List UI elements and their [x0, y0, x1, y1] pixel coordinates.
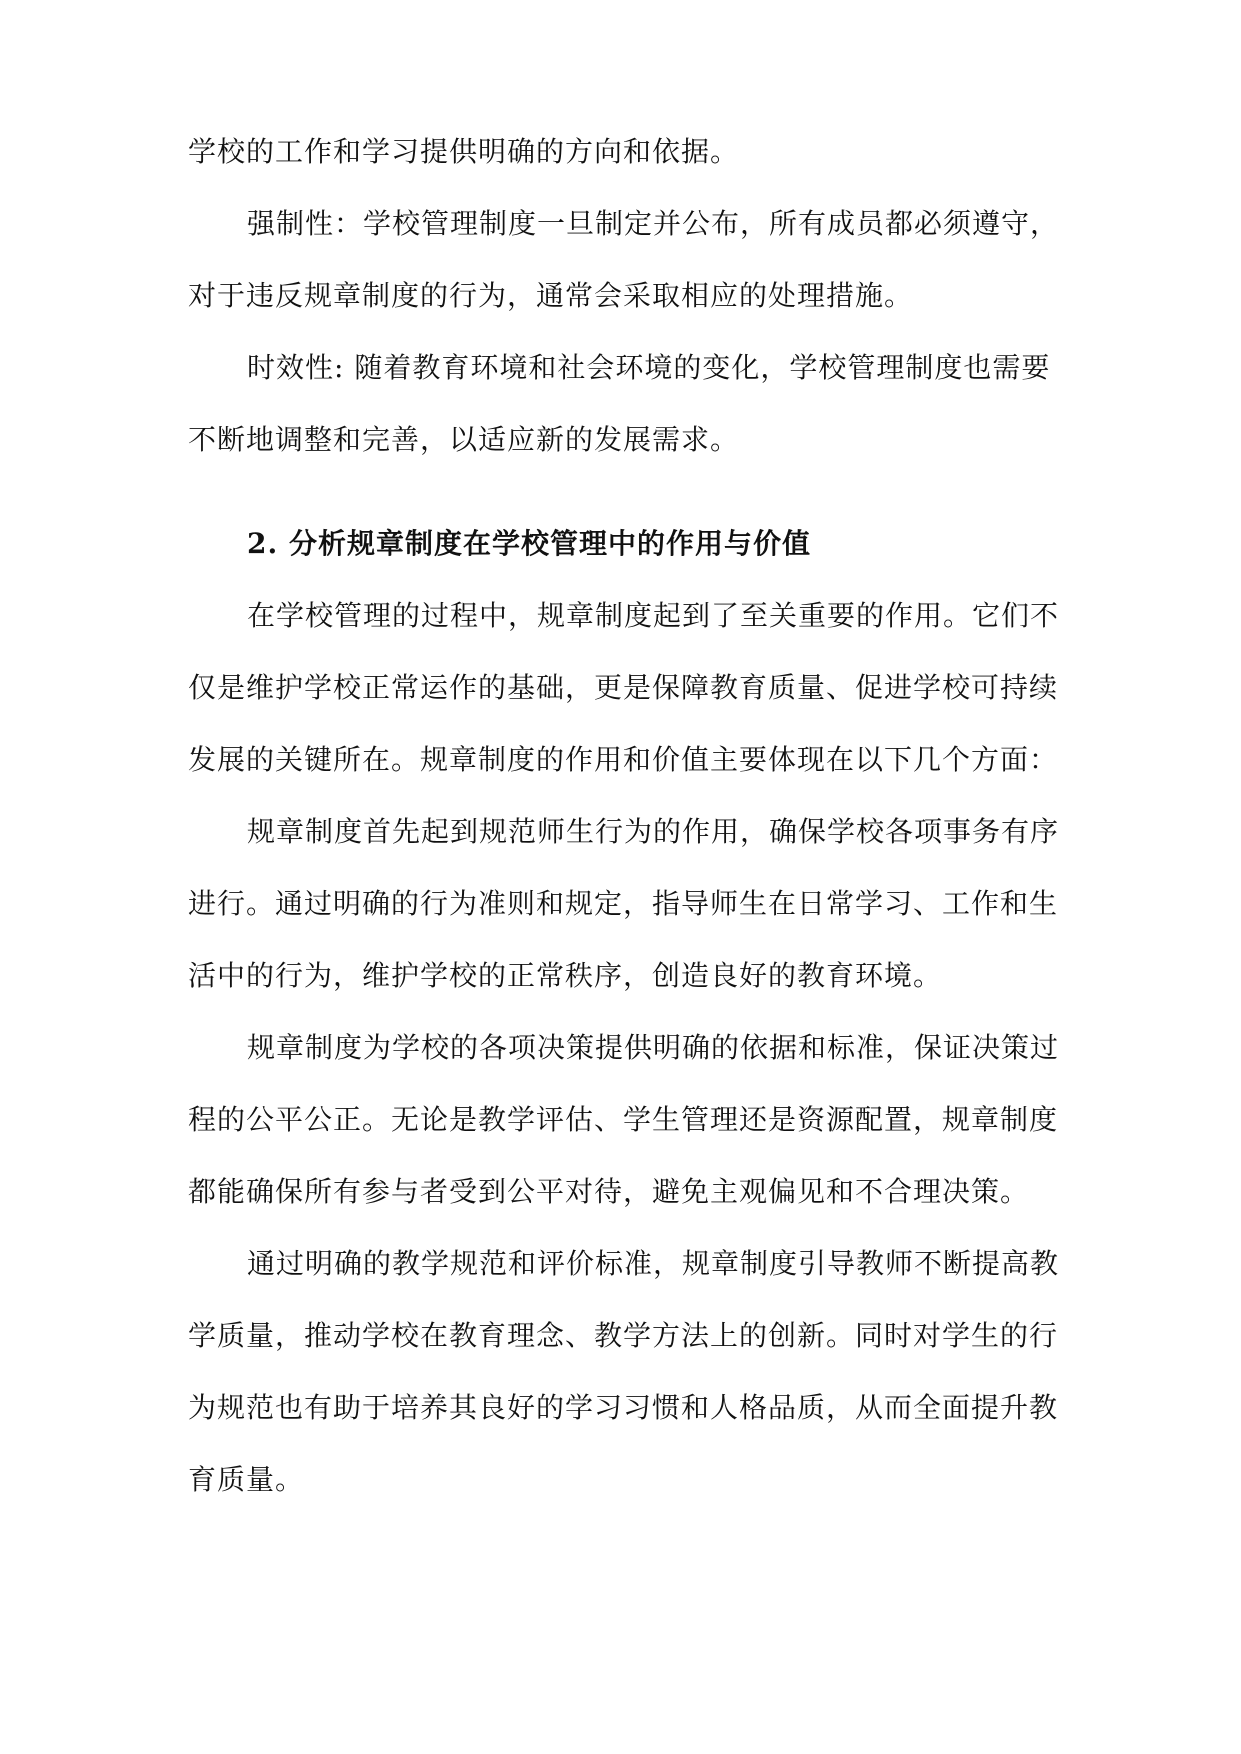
- paragraph-line: 学校的工作和学习提供明确的方向和依据。: [188, 135, 740, 168]
- paragraph-line: 时效性: 随着教育环境和社会环境的变化，学校管理制度也需要: [247, 351, 1051, 384]
- paragraph-line: 规章制度首先起到规范师生行为的作用，确保学校各项事务有序: [247, 815, 1060, 848]
- paragraph-line: 通过明确的教学规范和评价标准，规章制度引导教师不断提高教: [247, 1247, 1060, 1280]
- paragraph-line: 不断地调整和完善，以适应新的发展需求。: [188, 423, 740, 456]
- paragraph-line: 发展的关键所在。规章制度的作用和价值主要体现在以下几个方面：: [188, 743, 1059, 776]
- paragraph-line: 育质量。: [188, 1463, 305, 1496]
- paragraph-line: 为规范也有助于培养其良好的学习习惯和人格品质，从而全面提升教: [188, 1391, 1059, 1424]
- paragraph-line: 在学校管理的过程中，规章制度起到了至关重要的作用。它们不: [247, 599, 1060, 632]
- paragraph-line: 都能确保所有参与者受到公平对待，避免主观偏见和不合理决策。: [188, 1175, 1030, 1208]
- paragraph-line: 活中的行为，维护学校的正常秩序，创造良好的教育环境。: [188, 959, 943, 992]
- paragraph-line: 学质量，推动学校在教育理念、教学方法上的创新。同时对学生的行: [188, 1319, 1059, 1352]
- paragraph-line: 强制性：学校管理制度一旦制定并公布，所有成员都必须遵守，: [247, 207, 1060, 240]
- paragraph-line: 进行。通过明确的行为准则和规定，指导师生在日常学习、工作和生: [188, 887, 1059, 920]
- paragraph-line: 程的公平公正。无论是教学评估、学生管理还是资源配置，规章制度: [188, 1103, 1059, 1136]
- section-heading: 2. 分析规章制度在学校管理中的作用与价值: [247, 527, 811, 560]
- paragraph-line: 规章制度为学校的各项决策提供明确的依据和标准，保证决策过: [247, 1031, 1060, 1064]
- paragraph-line: 对于违反规章制度的行为，通常会采取相应的处理措施。: [188, 279, 914, 312]
- paragraph-line: 仅是维护学校正常运作的基础，更是保障教育质量、促进学校可持续: [188, 671, 1059, 704]
